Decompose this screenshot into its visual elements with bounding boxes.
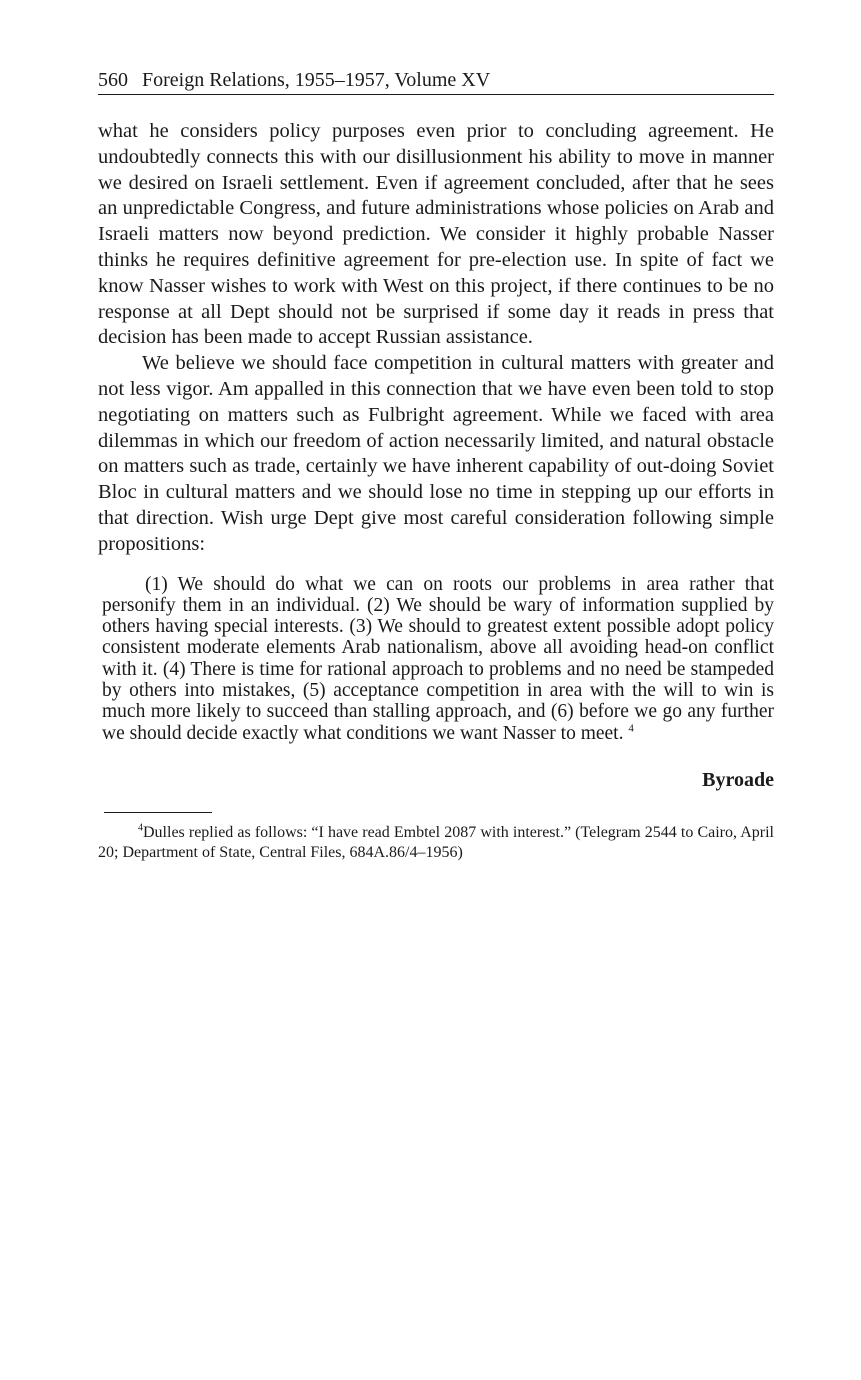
page-number: 560: [98, 69, 128, 91]
volume-title: Foreign Relations, 1955–1957, Volume XV: [142, 69, 491, 91]
footnote-divider: [104, 812, 212, 813]
document-page: [98, 68, 774, 863]
propositions-block: [102, 574, 774, 744]
document-body: [98, 119, 774, 558]
footnote: [98, 823, 774, 863]
signature: Byroade: [702, 768, 774, 791]
footnote-reference: 4: [628, 722, 634, 735]
body-paragraph-cultural-competition: We believe we should face competition in cultural matters with greater and not less vigor. Am appalled in this connection that we have even been told to stop negotiating on matters such as Fulbright agreement. While we faced with area dilemmas in which our freedom of action necessarily limited, and natural obstacle on matters such as trade, certainly we have inherent capability of out-doing Soviet Bloc in cultural matters and we should lose no time in stepping up our efforts in that direction. Wish urge Dept give most careful consideration following simple propositions:: [98, 352, 774, 555]
propositions-text: (1) We should do what we can on roots our problems in area rather that personify them in an individual. (2) We should be wary of information supplied by others having special interests. (3) We should to greatest extent possible adopt policy consistent moderate elements Arab nationalism, above all avoiding head-on conflict with it. (4) There is time for rational approach to problems and no need be stampeded by others into mistakes, (5) acceptance competition in area with the will to win is much more likely to succeed than stalling approach, and (6) before we go any further we should decide exactly what conditions we want Nasser to meet.: [102, 573, 774, 744]
running-head: [98, 68, 774, 95]
body-paragraph-continued: what he considers policy purposes even prior to concluding agreement. He undoubtedly connects this with our disillusionment his ability to move in manner we desired on Israeli settlement. Even if agreement concluded, after that he sees an unpredictable Congress, and future administrations whose policies on Arab and Israeli matters now beyond prediction. We consider it highly probable Nasser thinks he requires definitive agreement for pre-election use. In spite of fact we know Nasser wishes to work with West on this project, if there continues to be no response at all Dept should not be surprised if some day it reads in press that decision has been made to accept Russian assistance.: [98, 120, 774, 349]
footnote-marker: 4: [138, 822, 143, 834]
footnote-text: Dulles replied as follows: “I have read Embtel 2087 with interest.” (Telegram 2544 to Cairo, April 20; Department of State, Central Files, 684A.86/4–1956): [98, 823, 774, 861]
